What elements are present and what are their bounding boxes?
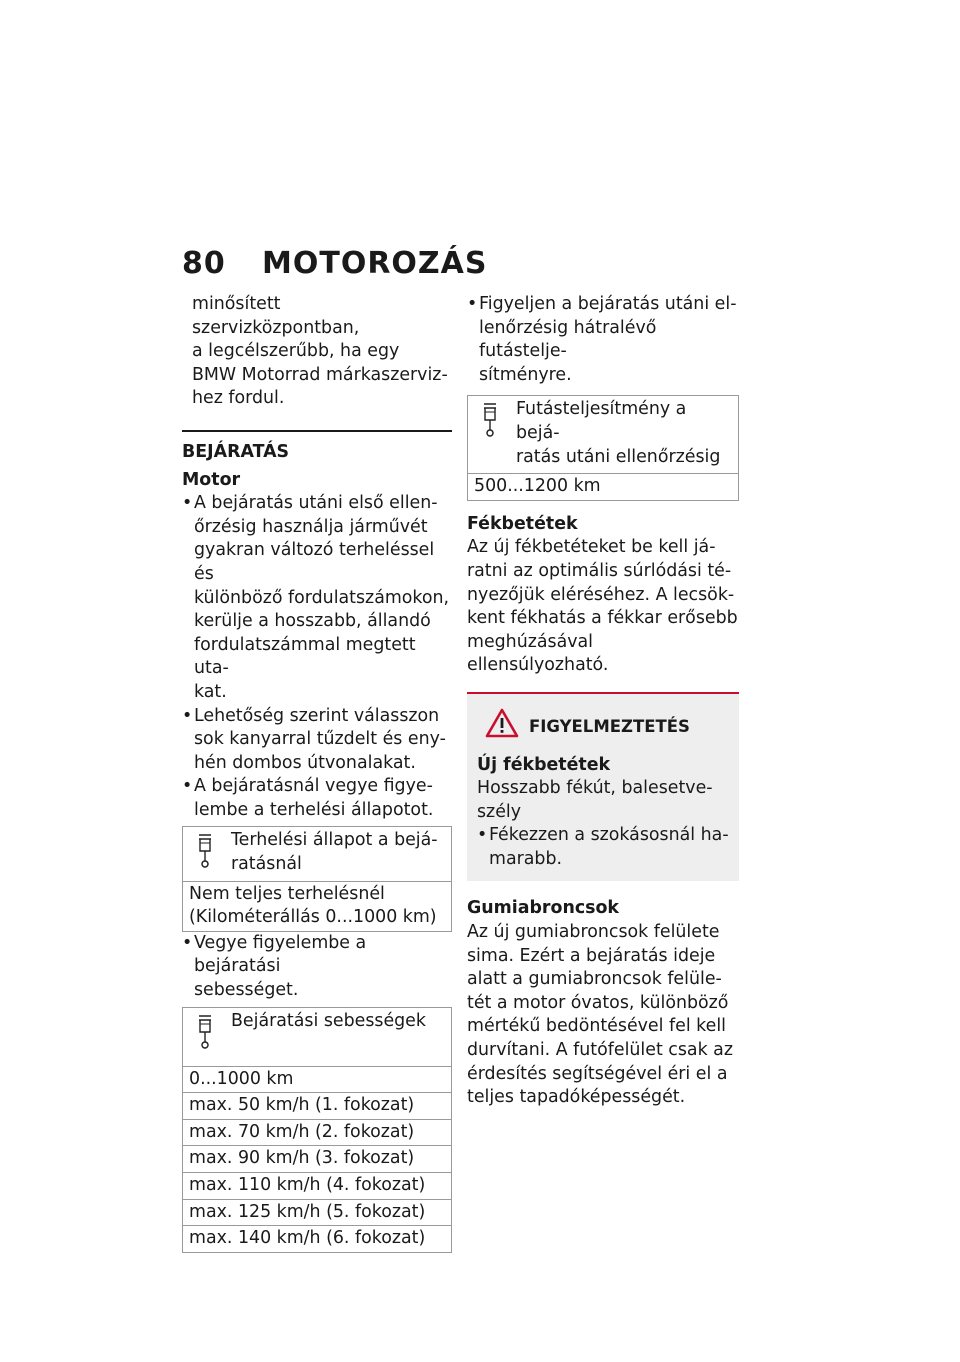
table-row: 500...1200 km (474, 476, 601, 497)
brakes-paragraph: Az új fékbetéteket be kell já- ratni az optimális súrlódási té- nyezőjük eléréséhez. A lecsök- kent fékhatás a fékkar erősebb meghúzásával ellensúlyozható. (467, 537, 738, 676)
text-line: a legcélszerűbb, ha egy (192, 341, 400, 362)
tyres-paragraph: Az új gumiabroncsok felülete sima. Ezért a bejáratás ideje alatt a gumiabroncsok felüle- tét a motor óvatos, különböző mértékű bedöntésével fel kell durvítani. A futófelület csak az érdesítés segítségével éri el a teljes tapadóképességét. (467, 922, 733, 1108)
subsection-title: Motor (182, 469, 241, 490)
text-line: Hosszabb fékút, balesetve- (477, 778, 713, 799)
right-column (467, 293, 739, 1110)
table-row: max. 110 km/h (4. fokozat) (183, 1173, 451, 1200)
list-item: • Lehetőség szerint válasszon sok kanyarral tűzdelt és eny- hén dombos útvonalakat. (182, 705, 446, 773)
intro-paragraph (182, 293, 452, 411)
piston-gauge-icon (468, 396, 512, 473)
list-item: • Fékezzen a szokásosnál ha- marabb. (477, 825, 729, 869)
table-header-text: Bejáratási sebességek (231, 1010, 426, 1031)
text-line: BMW Motorrad márkaszerviz- (192, 364, 448, 385)
table-row: Nem teljes terhelésnél (Kilométerállás 0...1000 km) (189, 883, 437, 928)
list-item: • A bejáratásnál vegye figye- lembe a terhelési állapotot. (182, 776, 434, 820)
bullet-icon: • (182, 705, 193, 726)
table-header-text: Futásteljesítmény a bejá- ratás utáni ellenőrzésig (516, 399, 721, 467)
warning-header (477, 708, 729, 746)
list-item: • Vegye figyelembe a bejáratási sebességet. (182, 932, 367, 1001)
page-header (182, 246, 488, 281)
warning-triangle-icon (485, 708, 519, 746)
list-item: • Figyeljen a bejáratás utáni el- lenőrzésig hátralévő futástelje- sítményre. (467, 294, 737, 385)
table-header-text: Terhelési állapot a bejá- ratásnál (231, 830, 438, 875)
bullet-icon: • (182, 776, 193, 797)
speed-table (182, 1007, 452, 1253)
table-row: max. 70 km/h (2. fokozat) (183, 1120, 451, 1147)
piston-gauge-icon (183, 827, 227, 880)
brakes-title: Fékbetétek (467, 513, 578, 534)
page-number: 80 (182, 246, 226, 281)
list-item: • A bejáratás utáni első ellen- őrzésig használja járművét gyakran változó terheléssel és különböző fordulatszámokon, kerülje a hosszabb, állandó fordulatszámmal megtett uta- kat. (182, 493, 450, 702)
bullet-icon: • (467, 294, 478, 314)
warning-subtitle: Új fékbetétek (477, 754, 611, 775)
bullet-icon: • (182, 932, 193, 953)
load-state-table (182, 826, 452, 931)
table-row: max. 50 km/h (1. fokozat) (183, 1093, 451, 1120)
warning-title: FIGYELMEZTETÉS (529, 716, 690, 736)
section-divider (182, 430, 452, 492)
table-row: max. 90 km/h (3. fokozat) (183, 1146, 451, 1173)
bullet-icon: • (182, 493, 193, 514)
text-line: szély (477, 801, 522, 822)
table-header (183, 1008, 451, 1067)
warning-box (467, 692, 739, 882)
text-line: hez fordul. (192, 388, 285, 409)
table-row: 0...1000 km (183, 1067, 451, 1094)
tyres-title: Gumiabroncsok (467, 898, 619, 919)
left-column (182, 293, 452, 1253)
table-row: max. 125 km/h (5. fokozat) (183, 1200, 451, 1227)
table-header (468, 396, 738, 474)
section-title: BEJÁRATÁS (182, 441, 290, 462)
table-header (183, 827, 451, 881)
table-row: max. 140 km/h (6. fokozat) (189, 1228, 426, 1249)
text-line: minősített szervizközpontban, (192, 294, 360, 338)
mileage-table (467, 395, 739, 500)
bullet-icon: • (477, 825, 488, 846)
chapter-title: MOTOROZÁS (262, 246, 488, 281)
piston-gauge-icon (183, 1008, 227, 1066)
